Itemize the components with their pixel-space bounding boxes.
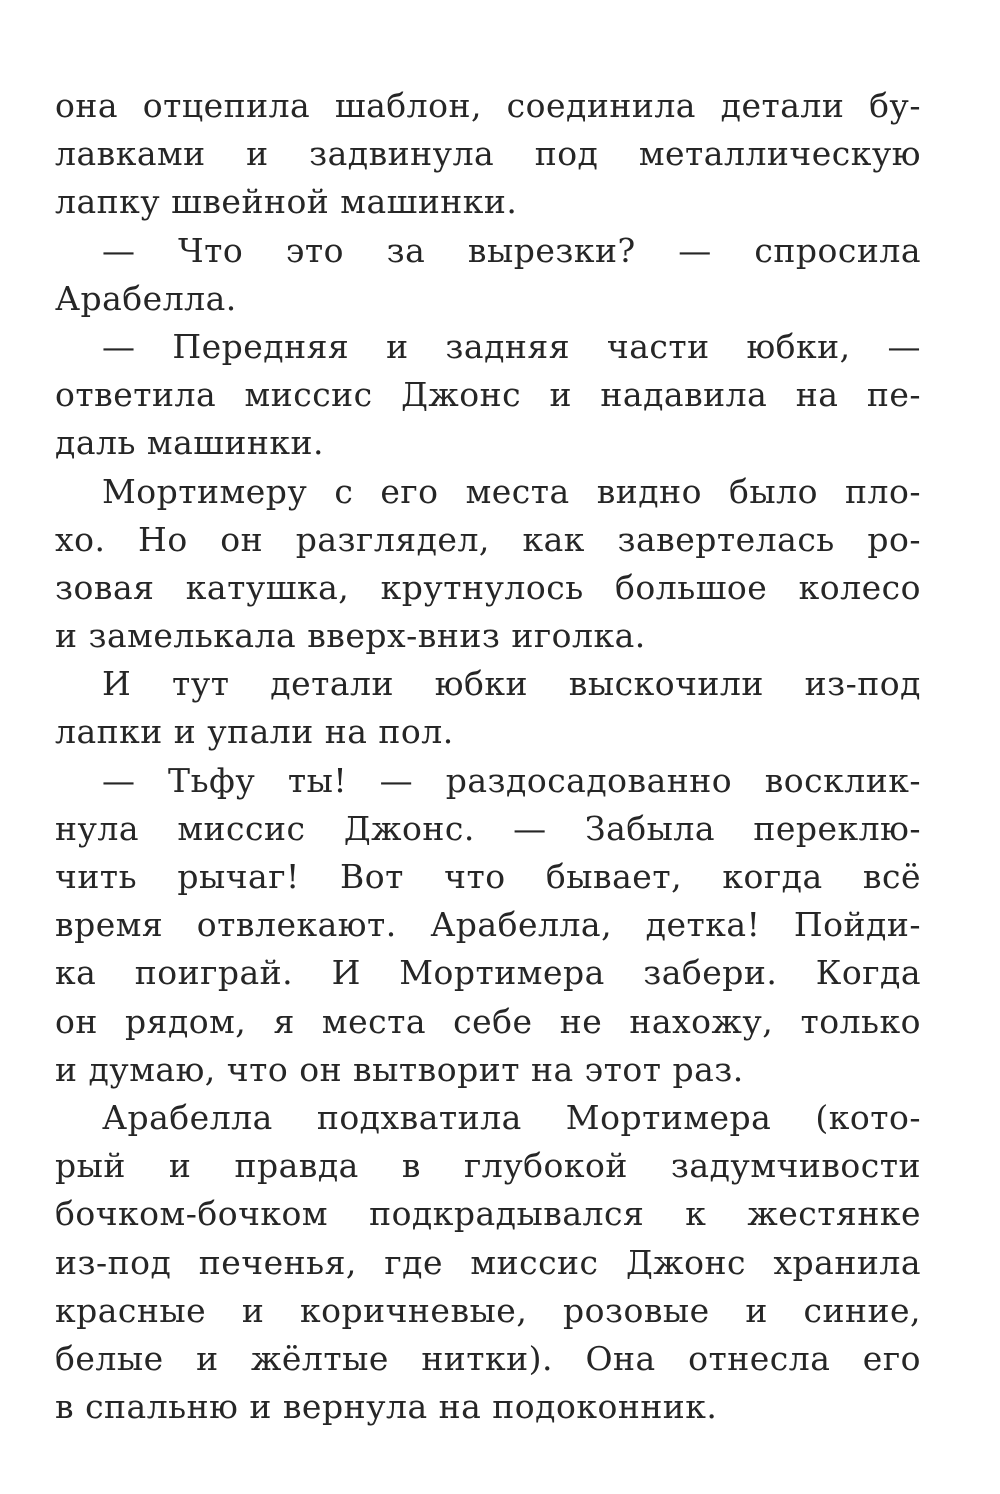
text-line: — Передняя и задняя части юбки, — [102, 326, 921, 366]
text-line: Арабелла подхватила Мортимера (кото- [102, 1097, 921, 1137]
text-line: ка поиграй. И Мортимера забери. Когда [55, 953, 921, 993]
text-line: красные и коричневые, розовые и синие, [55, 1290, 921, 1330]
text-line: в спальню и вернула на подоконник. [55, 1387, 718, 1427]
text-line: лапки и упали на пол. [55, 712, 454, 752]
text-line: — Что это за вырезки? — спросила [102, 230, 921, 270]
text-line: он рядом, я места себе не нахожу, только [55, 1001, 921, 1041]
paragraph [55, 1094, 921, 1431]
text-line: она отцепила шаблон, соединила детали бу- [55, 86, 921, 125]
text-line: чить рычаг! Вот что бывает, когда всё [55, 857, 921, 896]
text-line: бочком-бочком подкрадывался к жестянке [55, 1194, 921, 1234]
text-line: даль машинки. [55, 423, 325, 463]
text-line: зовая катушка, крутнулось большое колесо [55, 567, 921, 607]
paragraph [55, 757, 921, 1094]
paragraph [55, 468, 921, 661]
text-line: рый и правда в глубокой задумчивости [55, 1146, 921, 1186]
text-line: Арабелла. [55, 278, 237, 318]
text-line: И тут детали юбки выскочили из-под [102, 664, 921, 704]
text-line: и замелькала вверх-вниз иголка. [55, 616, 646, 656]
paragraph [55, 660, 921, 756]
text-line: из-под печенья, где миссис Джонс хранила [55, 1242, 921, 1282]
text-line: — Тьфу ты! — раздосадованно восклик- [102, 760, 921, 800]
text-line: Мортимеру с его места видно было пло- [102, 471, 921, 511]
paragraph [55, 227, 921, 323]
text-line: нула миссис Джонс. — Забыла переклю- [55, 808, 921, 848]
text-line: лавками и задвинула под металлическую [55, 134, 921, 174]
book-page-text [55, 82, 921, 1431]
text-line: белые и жёлтые нитки). Она отнесла его [55, 1338, 921, 1378]
text-line: и думаю, что он вытворит на этот раз. [55, 1049, 744, 1089]
text-line: хо. Но он разглядел, как завертелась ро- [55, 519, 921, 559]
paragraph [55, 323, 921, 468]
paragraph [55, 82, 921, 227]
text-line: лапку швейной машинки. [55, 182, 518, 222]
text-line: ответила миссис Джонс и надавила на пе- [55, 375, 921, 415]
text-line: время отвлекают. Арабелла, детка! Пойди- [55, 905, 921, 945]
